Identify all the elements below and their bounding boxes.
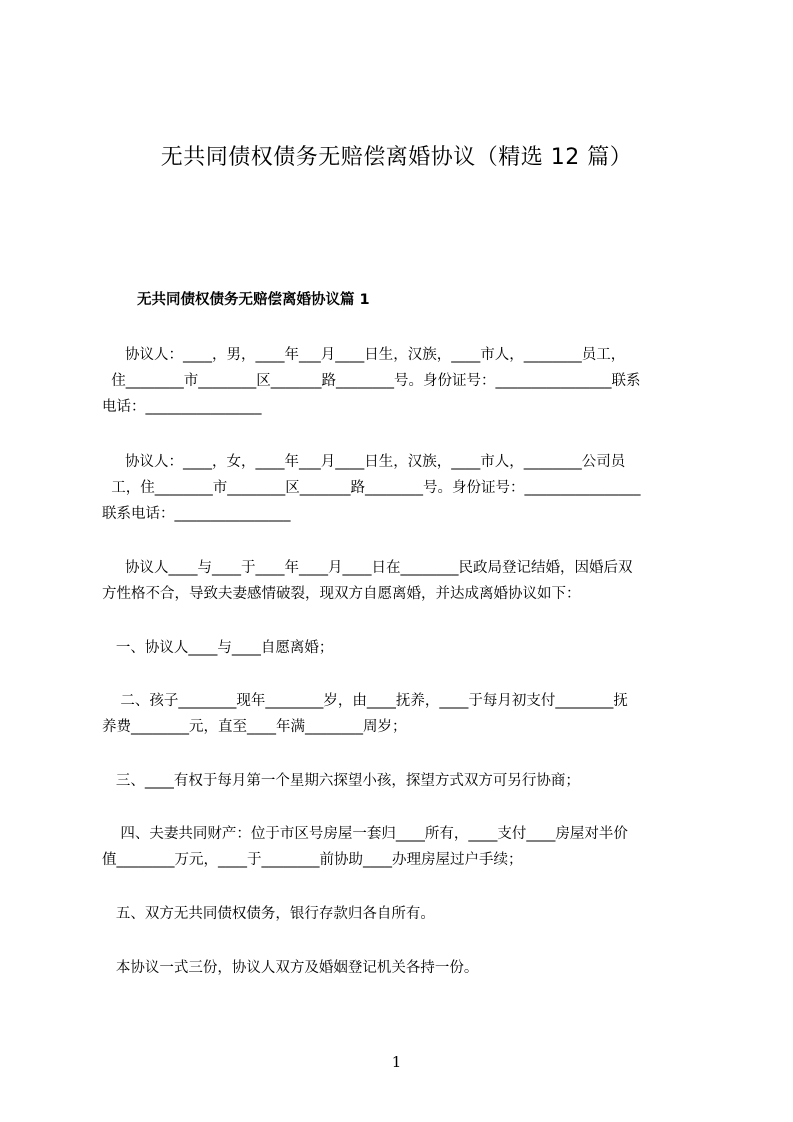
section-heading: 无共同债权债务无赔偿离婚协议篇 1 (137, 292, 370, 308)
marriage-paragraph (102, 555, 702, 607)
paragraph-line: 养费________元，直至____年满________周岁； (102, 719, 407, 735)
paragraph-line: 协议人：____，男，____年___月____日生，汉族，____市人，________员工， (102, 347, 626, 363)
party-one-paragraph (102, 342, 702, 420)
page-number: 1 (391, 1053, 402, 1071)
paragraph-line: 五、双方无共同债权债务，银行存款归各自所有。 (102, 906, 435, 922)
document-title: 无共同债权债务无赔偿离婚协议（精选 12 篇） (160, 145, 633, 170)
paragraph-line: 三、____有权于每月第一个星期六探望小孩，探望方式双方可另行协商； (102, 773, 580, 789)
paragraph-line: 本协议一式三份，协议人双方及婚姻登记机关各持一份。 (102, 960, 479, 976)
clause-three (102, 768, 702, 794)
paragraph-line: 协议人____与____于____年____月____日在________民政局登记结婚，因婚后双 (102, 560, 633, 576)
paragraph-line: 值________万元，____于________前协助____办理房屋过户手续； (102, 852, 523, 868)
clause-two (102, 688, 702, 740)
party-two-paragraph (102, 449, 702, 527)
clause-five (102, 901, 702, 927)
paragraph-line: 二、孩子________现年________岁，由____抚养，____于每月初支付________抚 (102, 693, 628, 709)
paragraph-line: 四、夫妻共同财产：位于市区号房屋一套归____所有，____支付____房屋对半价 (102, 826, 628, 842)
paragraph-line: 一、协议人____与____自愿离婚； (102, 640, 334, 656)
paragraph-line: 协议人：____，女，____年___月____日生，汉族，____市人，________公司员 (102, 454, 626, 470)
clause-one (102, 635, 702, 661)
paragraph-line: 工，住________市________区_______路________号。身份证号：________________ (102, 480, 641, 496)
paragraph-line: 方性格不合，导致夫妻感情破裂，现双方自愿离婚，并达成离婚协议如下： (102, 586, 581, 602)
paragraph-line: 住________市________区_______路________号。身份证号：________________联系 (102, 373, 641, 389)
closing-paragraph (102, 955, 702, 981)
paragraph-line: 电话：________________ (102, 399, 262, 415)
paragraph-line: 联系电话：________________ (102, 506, 291, 522)
clause-four (102, 821, 702, 873)
